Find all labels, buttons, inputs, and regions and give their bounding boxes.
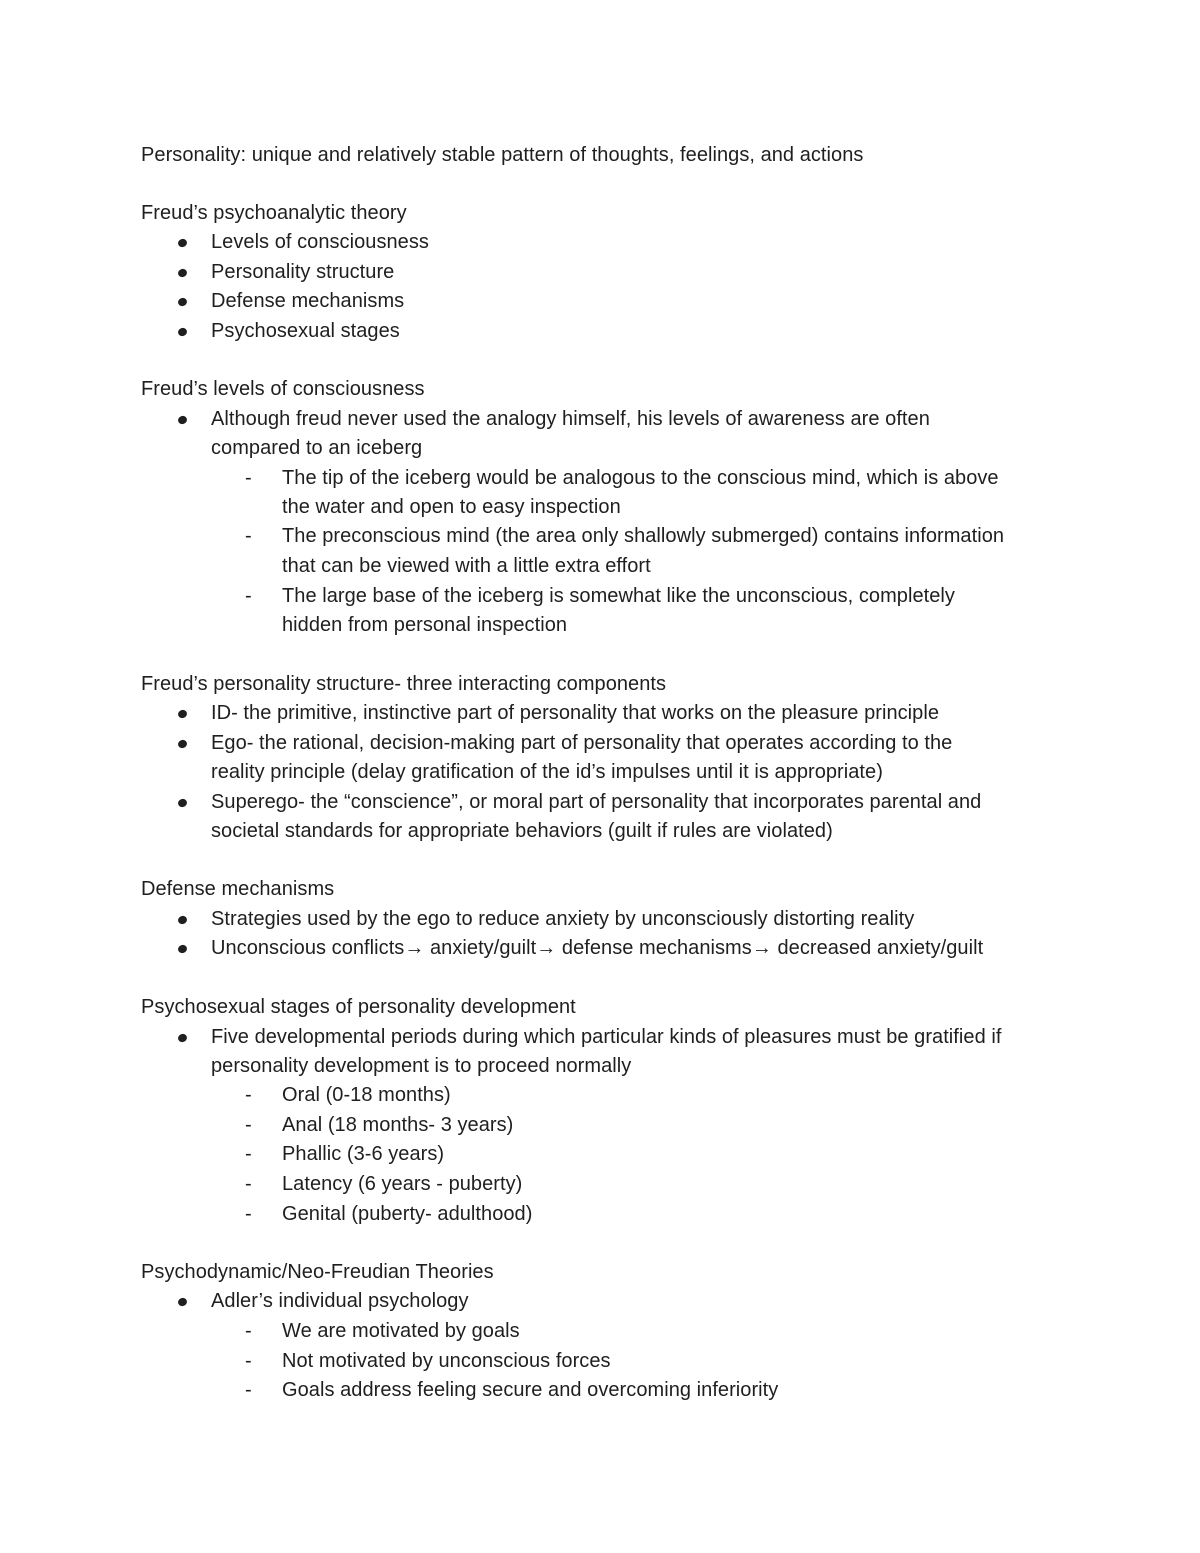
bullet-dot-icon [177,297,188,308]
dash-marker: - [245,1320,252,1342]
heading-line: Psychosexual stages of personality development [141,996,576,1018]
sub-item: Genital (puberty- adulthood) [282,1203,533,1225]
bullet-dot-icon [177,798,188,809]
bullet-item: Strategies used by the ego to reduce anxiety by unconsciously distorting reality [211,908,915,930]
bullet-item: Although freud never used the analogy himself, his levels of awareness are often [211,408,930,430]
bullet-dot-icon [177,415,188,426]
dash-marker: - [245,1379,252,1401]
bullet-item: ID- the primitive, instinctive part of personality that works on the pleasure principle [211,702,940,724]
sub-item: The tip of the iceberg would be analogous to the conscious mind, which is above [282,467,999,489]
bullet-continuation: personality development is to proceed normally [211,1055,632,1077]
sub-item: The large base of the iceberg is somewhat like the unconscious, completely [282,585,955,607]
heading-line: Freud’s personality structure- three interacting components [141,673,667,695]
bullet-dot-icon [177,709,188,720]
sub-item: Goals address feeling secure and overcoming inferiority [282,1379,779,1401]
bullet-item: Defense mechanisms [211,290,405,312]
bullet-item: Five developmental periods during which particular kinds of pleasures must be gratified if [211,1026,1002,1048]
bullet-dot-icon [177,739,188,750]
sub-item-continuation: hidden from personal inspection [282,614,568,636]
bullet-item: Adler’s individual psychology [211,1290,469,1312]
dash-marker: - [245,585,252,607]
bullet-continuation: compared to an iceberg [211,437,423,459]
bullet-item: Levels of consciousness [211,231,429,253]
bullet-item: Psychosexual stages [211,320,400,342]
sub-item: Anal (18 months- 3 years) [282,1114,514,1136]
sub-item: Latency (6 years - puberty) [282,1173,523,1195]
bullet-dot-icon [177,238,188,249]
heading-line: Personality: unique and relatively stable pattern of thoughts, feelings, and actions [141,144,864,166]
bullet-item: Ego- the rational, decision-making part of personality that operates according to the [211,732,953,754]
bullet-dot-icon [177,915,188,926]
bullet-item: Personality structure [211,261,395,283]
dash-marker: - [245,1084,252,1106]
bullet-dot-icon [177,1297,188,1308]
bullet-dot-icon [177,1033,188,1044]
dash-marker: - [245,1114,252,1136]
heading-line: Freud’s psychoanalytic theory [141,202,407,224]
sub-item-continuation: the water and open to easy inspection [282,496,621,518]
heading-line: Psychodynamic/Neo-Freudian Theories [141,1261,494,1283]
dash-marker: - [245,1143,252,1165]
sub-item: Phallic (3-6 years) [282,1143,445,1165]
dash-marker: - [245,467,252,489]
heading-line: Defense mechanisms [141,878,335,900]
dash-marker: - [245,1203,252,1225]
bullet-dot-icon [177,268,188,279]
heading-line: Freud’s levels of consciousness [141,378,425,400]
sub-item: Oral (0-18 months) [282,1084,451,1106]
sub-item: We are motivated by goals [282,1320,520,1342]
sub-item-continuation: that can be viewed with a little extra effort [282,555,651,577]
bullet-continuation: reality principle (delay gratification of the id’s impulses until it is appropriate) [211,761,883,783]
dash-marker: - [245,1350,252,1372]
bullet-item: Unconscious conflicts→ anxiety/guilt→ defense mechanisms→ decreased anxiety/guilt [211,937,984,959]
dash-marker: - [245,525,252,547]
dash-marker: - [245,1173,252,1195]
bullet-continuation: societal standards for appropriate behaviors (guilt if rules are violated) [211,820,833,842]
bullet-dot-icon [177,327,188,338]
sub-item: Not motivated by unconscious forces [282,1350,611,1372]
bullet-dot-icon [177,944,188,955]
bullet-item: Superego- the “conscience”, or moral part of personality that incorporates parental and [211,791,982,813]
sub-item: The preconscious mind (the area only shallowly submerged) contains information [282,525,1005,547]
